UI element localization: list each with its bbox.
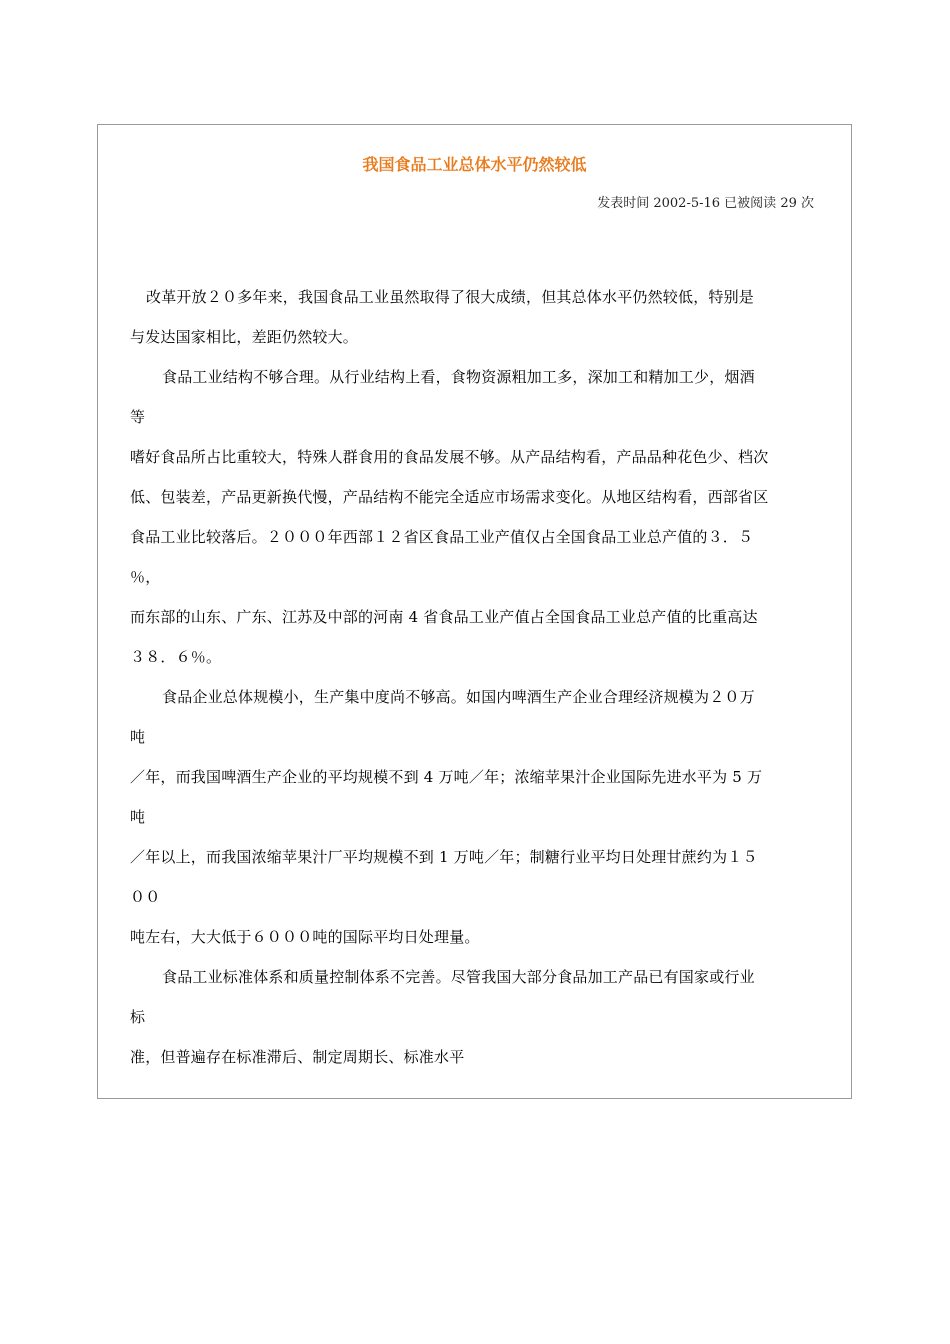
- body-line: 改革开放２０多年来，我国食品工业虽然取得了很大成绩，但其总体水平仍然较低，特别是: [146, 288, 755, 306]
- article-meta: 发表时间 2002-5-16 已被阅读 29 次: [597, 196, 814, 211]
- body-line: 准，但普遍存在标准滞后、制定周期长、标准水平: [130, 1048, 465, 1066]
- body-line: 食品企业总体规模小，生产集中度尚不够高。如国内啤酒生产企业合理经济规模为２０万: [162, 688, 755, 706]
- article-title: 我国食品工业总体水平仍然较低: [362, 155, 587, 174]
- body-line: 食品工业标准体系和质量控制体系不完善。尽管我国大部分食品加工产品已有国家或行业: [162, 968, 755, 986]
- body-line: 与发达国家相比，差距仍然较大。: [130, 328, 359, 346]
- body-line: 低、包装差，产品更新换代慢，产品结构不能完全适应市场需求变化。从地区结构看，西部省区: [130, 488, 769, 506]
- body-line: 吨: [130, 728, 146, 746]
- body-line: ／年以上，而我国浓缩苹果汁厂平均规模不到 1 万吨／年；制糖行业平均日处理甘蔗约为１５: [130, 848, 758, 866]
- body-line: 食品工业比较落后。２０００年西部１２省区食品工业产值仅占全国食品工业总产值的３．５: [130, 528, 754, 546]
- body-line: 嗜好食品所占比重较大，特殊人群食用的食品发展不够。从产品结构看，产品品种花色少、档次: [130, 448, 769, 466]
- body-line: 标: [130, 1008, 146, 1026]
- body-line: ％，: [130, 568, 161, 586]
- body-line: 吨: [130, 808, 146, 826]
- body-line: 吨左右，大大低于６０００吨的国际平均日处理量。: [130, 928, 480, 946]
- body-line: 等: [130, 408, 146, 426]
- body-line: ００: [130, 888, 161, 906]
- body-line: 而东部的山东、广东、江苏及中部的河南 4 省食品工业产值占全国食品工业总产值的比重高达: [130, 608, 758, 626]
- body-line: 食品工业结构不够合理。从行业结构上看，食物资源粗加工多，深加工和精加工少，烟酒: [162, 368, 755, 386]
- article-body: [130, 277, 852, 1077]
- body-line: ３８．６％。: [130, 648, 222, 666]
- article-container: [97, 124, 852, 1099]
- body-line: ／年，而我国啤酒生产企业的平均规模不到 4 万吨／年；浓缩苹果汁企业国际先进水平为 5 万: [130, 768, 763, 786]
